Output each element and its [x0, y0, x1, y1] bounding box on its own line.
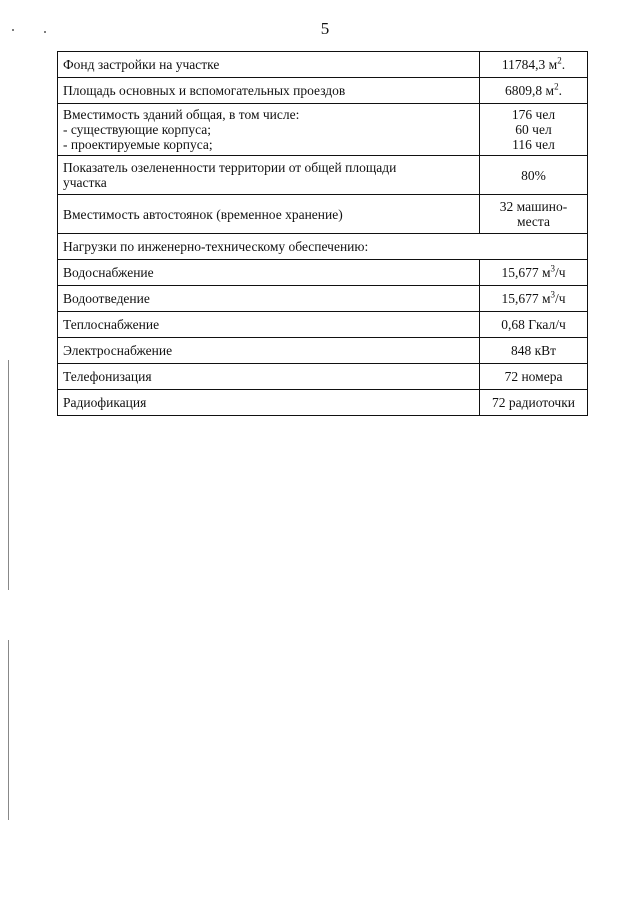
scan-speck — [12, 29, 14, 31]
table-row — [58, 260, 588, 286]
table-row — [58, 195, 588, 234]
row-label: Радиофикация — [58, 390, 480, 416]
row-label: Телефонизация — [58, 364, 480, 390]
table-row — [58, 104, 588, 156]
row-value: 80% — [480, 156, 588, 195]
row-value: 72 радиоточки — [480, 390, 588, 416]
table-row — [58, 78, 588, 104]
row-value: 15,677 $м^3/ч$ — [480, 286, 588, 312]
row-label: Площадь основных и вспомогательных проездов — [58, 78, 480, 104]
table-row — [58, 338, 588, 364]
table-row — [58, 156, 588, 195]
row-label: Вместимость автостоянок (временное хранение) — [58, 195, 480, 234]
row-label: Водоотведение — [58, 286, 480, 312]
row-value: 11784,3 $м^2$. — [480, 52, 588, 78]
row-label: Теплоснабжение — [58, 312, 480, 338]
row-label: Электроснабжение — [58, 338, 480, 364]
table-row — [58, 390, 588, 416]
scan-edge-line — [8, 640, 9, 820]
table-row — [58, 286, 588, 312]
row-value: 72 номера — [480, 364, 588, 390]
row-label: Вместимость зданий общая, в том числе: - существующие корпуса; - проектируемые корпуса; — [58, 104, 480, 156]
row-value: 176 чел 60 чел 116 чел — [480, 104, 588, 156]
row-value: 0,68 Гкал/ч — [480, 312, 588, 338]
row-value: 6809,8 $м^2$. — [480, 78, 588, 104]
scan-speck — [44, 31, 46, 33]
table-row — [58, 364, 588, 390]
row-value: 848 кВт — [480, 338, 588, 364]
parameters-table — [57, 51, 588, 416]
section-heading: Нагрузки по инженерно-техническому обеспечению: — [58, 234, 588, 260]
table-row — [58, 234, 588, 260]
row-value: 15,677 $м^3/ч$ — [480, 260, 588, 286]
row-label: Фонд застройки на участке — [58, 52, 480, 78]
table-row — [58, 52, 588, 78]
row-label: Показатель озелененности территории от общей площади участка — [58, 156, 480, 195]
row-value: 32 машино- места — [480, 195, 588, 234]
table-row — [58, 312, 588, 338]
page-number: 5 — [320, 19, 330, 38]
scan-edge-line — [8, 360, 9, 590]
row-label: Водоснабжение — [58, 260, 480, 286]
